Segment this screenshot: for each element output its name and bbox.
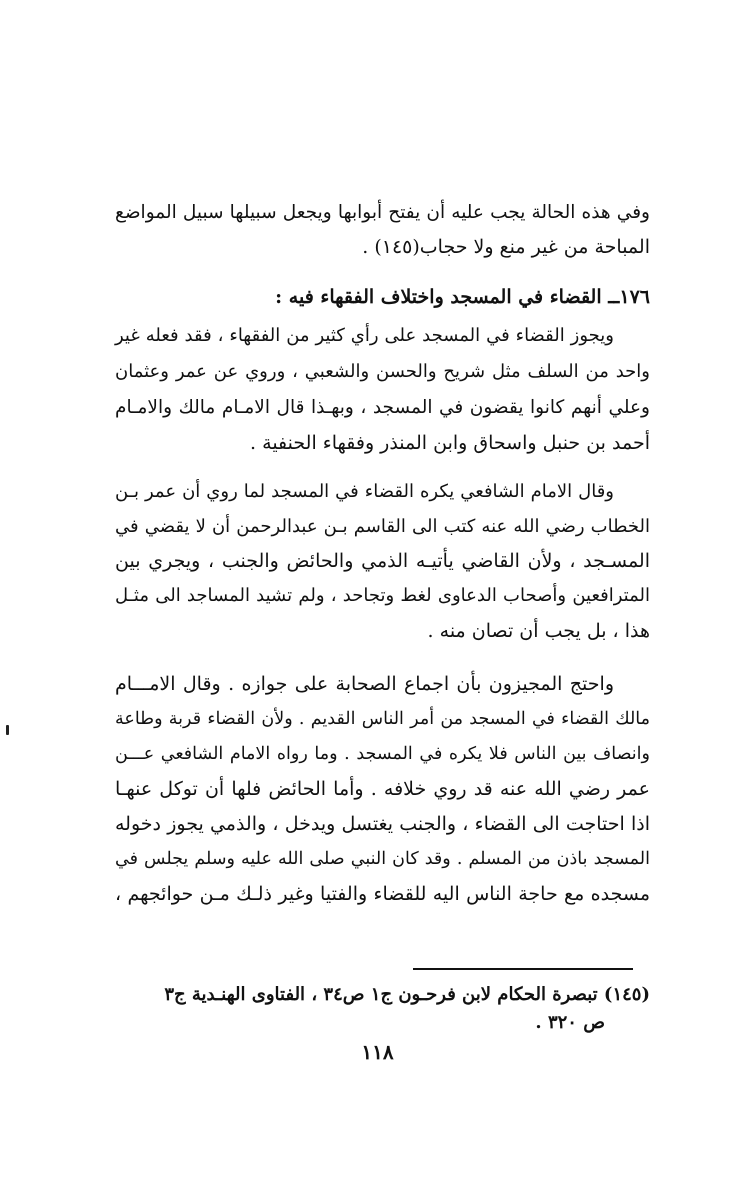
para3-line-1: واحتج المجيزون بأن اجماع الصحابة على جوازه . وقال الامـــام xyxy=(115,673,614,695)
footnote-line-1: (١٤٥) تبصرة الحكام لابن فرحـون ج١ ص٣٤ ، الفتاوى الهنـدية ج٣ xyxy=(164,984,650,1005)
para3-line-5: اذا احتاجت الى القضاء ، والجنب يغتسل ويدخل ، والذمي يجوز دخوله xyxy=(115,813,650,835)
section-heading: ١٧٦ــ القضاء في المسجد واختلاف الفقهاء فيه : xyxy=(275,286,650,308)
para3-line-2: مالك القضاء في المسجد من أمر الناس القديم . ولأن القضاء قربة وطاعة xyxy=(115,709,650,729)
para2-line-3: المسـجد ، ولأن القاضي يأتيـه الذمي والحائض والجنب ، ويجري بين xyxy=(115,550,650,572)
scan-edge-mark xyxy=(6,725,9,735)
para1-line-4: أحمد بن حنبل واسحاق وابن المنذر وفقهاء الحنفية . xyxy=(250,432,650,454)
para1-line-2: واحد من السلف مثل شريح والحسن والشعبي ، وروي عن عمر وعثمان xyxy=(115,361,650,382)
para2-line-2: الخطاب رضي الله عنه كتب الى القاسم بـن عبدالرحمن أن لا يقضي في xyxy=(115,516,650,537)
intro-line-2: المباحة من غير منع ولا حجاب(١٤٥) . xyxy=(362,236,650,258)
footnote-separator xyxy=(413,968,633,970)
para3-line-4: عمر رضي الله عنه قد روي خلافه . وأما الحائض فلها أن توكل عنهـا xyxy=(115,778,650,800)
para2-line-4: المترافعين وأصحاب الدعاوى لغط وتجاحد ، ولم تشيد المساجد الى مثـل xyxy=(115,585,650,606)
page-number: ١١٨ xyxy=(361,1040,394,1064)
para1-line-1: ويجوز القضاء في المسجد على رأي كثير من الفقهاء ، فقد فعله غير xyxy=(115,325,614,346)
footnote-line-2: ص ٣٢٠ . xyxy=(535,1012,605,1033)
para3-line-6: المسجد باذن من المسلم . وقد كان النبي صلى الله عليه وسلم يجلس في xyxy=(115,849,650,869)
para3-line-7: مسجده مع حاجة الناس اليه للقضاء والفتيا وغير ذلـك مـن حوائجهم ، xyxy=(115,883,650,905)
para3-line-3: وانصاف بين الناس فلا يكره في المسجد . وما رواه الامام الشافعي عـــن xyxy=(115,744,650,764)
para2-line-5: هذا ، بل يجب أن تصان منه . xyxy=(427,620,650,642)
para1-line-3: وعلي أنهم كانوا يقضون في المسجد ، وبهـذا قال الامـام مالك والامـام xyxy=(115,397,650,418)
intro-line-1: وفي هذه الحالة يجب عليه أن يفتح أبوابها ويجعل سبيلها سبيل المواضع xyxy=(115,202,650,223)
para2-line-1: وقال الامام الشافعي يكره القضاء في المسجد لما روي أن عمر بـن xyxy=(115,481,614,502)
